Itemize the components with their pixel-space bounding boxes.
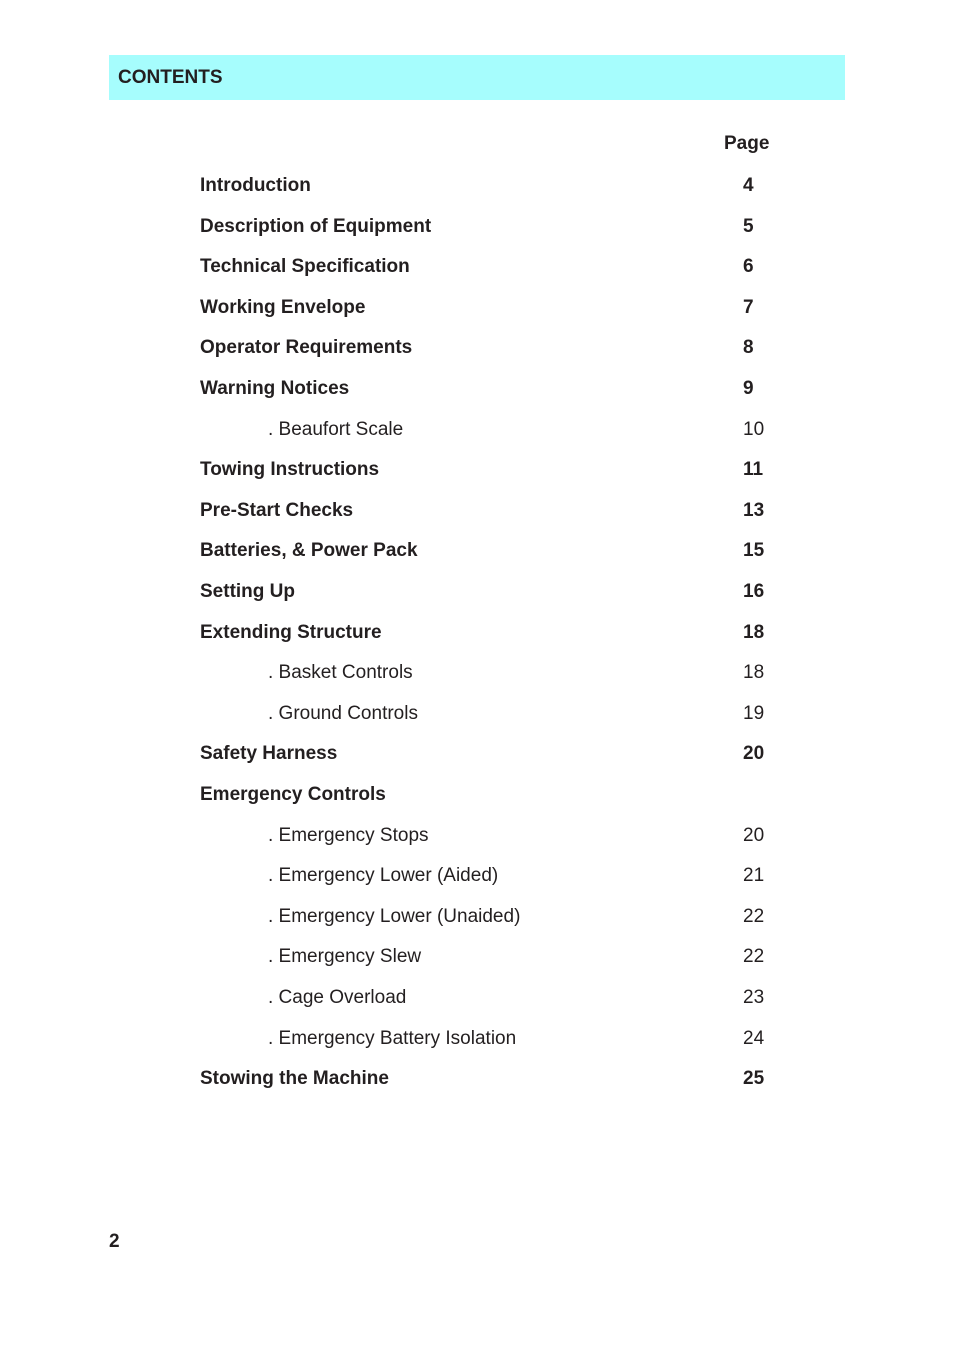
toc-entry[interactable] xyxy=(0,1067,954,1091)
toc-entry-title: Pre-Start Checks xyxy=(200,500,354,521)
toc-entry[interactable] xyxy=(0,296,954,320)
toc-entry-title: Description of Equipment xyxy=(200,216,432,237)
toc-entry-page: 16 xyxy=(743,581,765,602)
toc-entry[interactable] xyxy=(0,255,954,279)
toc-entry-page: 5 xyxy=(743,216,754,237)
toc-entry-title: Towing Instructions xyxy=(200,459,380,480)
page-column-label: Page xyxy=(724,133,770,154)
toc-entry-title: Operator Requirements xyxy=(200,337,413,358)
toc-entry-title: . Emergency Slew xyxy=(268,946,422,967)
toc-entry-title: Warning Notices xyxy=(200,378,350,399)
toc-entry-page: 18 xyxy=(743,622,765,643)
toc-entry[interactable] xyxy=(0,580,954,604)
toc-entry-page: 11 xyxy=(743,459,764,480)
toc-entry-page: 22 xyxy=(743,906,765,927)
toc-entry-title: Batteries, & Power Pack xyxy=(200,540,418,561)
toc-entry-title: Setting Up xyxy=(200,581,295,602)
footer-page-number: 2 xyxy=(109,1231,120,1252)
toc-entry[interactable] xyxy=(0,539,954,563)
toc-entry[interactable] xyxy=(0,377,954,401)
toc-subentry[interactable] xyxy=(0,824,954,848)
toc-subentry[interactable] xyxy=(0,702,954,726)
toc-entry-page: 10 xyxy=(743,419,765,440)
toc-subentry[interactable] xyxy=(0,864,954,888)
toc-entry-page: 6 xyxy=(743,256,754,277)
toc-entry-page: 24 xyxy=(743,1028,765,1049)
toc-entry-title: . Cage Overload xyxy=(268,987,407,1008)
toc-entry[interactable] xyxy=(0,215,954,239)
toc-entry-page: 4 xyxy=(743,175,754,196)
toc-entry-title: . Ground Controls xyxy=(268,703,418,724)
toc-subentry[interactable] xyxy=(0,418,954,442)
toc-subentry[interactable] xyxy=(0,661,954,685)
toc-entry[interactable] xyxy=(0,336,954,360)
toc-entry-title: Technical Specification xyxy=(200,256,410,277)
toc-entry[interactable] xyxy=(0,621,954,645)
toc-entry[interactable] xyxy=(0,174,954,198)
toc-entry-title: Emergency Controls xyxy=(200,784,386,805)
toc-entry-title: Working Envelope xyxy=(200,297,366,318)
toc-entry-title: . Emergency Stops xyxy=(268,825,429,846)
toc-entry-title: . Beaufort Scale xyxy=(268,419,404,440)
toc-entry-page: 8 xyxy=(743,337,754,358)
toc-subentry[interactable] xyxy=(0,986,954,1010)
toc-entry-page: 22 xyxy=(743,946,765,967)
toc-entry-page: 23 xyxy=(743,987,765,1008)
toc-entry[interactable] xyxy=(0,458,954,482)
toc-entry-page: 20 xyxy=(743,743,765,764)
toc-entry-title: Extending Structure xyxy=(200,622,382,643)
toc-entry-page: 9 xyxy=(743,378,754,399)
toc-entry-page: 13 xyxy=(743,500,765,521)
toc-entry-page: 18 xyxy=(743,662,765,683)
toc-entry-page: 19 xyxy=(743,703,765,724)
contents-heading: CONTENTS xyxy=(118,67,223,88)
toc-entry-page: 25 xyxy=(743,1068,765,1089)
toc-subentry[interactable] xyxy=(0,1027,954,1051)
toc-entry-title: Introduction xyxy=(200,175,311,196)
toc-entry-title: . Emergency Lower (Unaided) xyxy=(268,906,521,927)
toc-entry-title: Stowing the Machine xyxy=(200,1068,389,1089)
toc-entry-page: 21 xyxy=(743,865,765,886)
toc-subentry[interactable] xyxy=(0,945,954,969)
toc-subentry[interactable] xyxy=(0,905,954,929)
toc-entry-title: . Emergency Lower (Aided) xyxy=(268,865,499,886)
toc-entry-title: Safety Harness xyxy=(200,743,338,764)
toc-entry[interactable] xyxy=(0,783,954,807)
toc-entry-page: 15 xyxy=(743,540,765,561)
toc-entry[interactable] xyxy=(0,499,954,523)
toc-entry[interactable] xyxy=(0,742,954,766)
toc-entry-page: 7 xyxy=(743,297,754,318)
toc-entry-title: . Emergency Battery Isolation xyxy=(268,1028,517,1049)
toc-entry-page: 20 xyxy=(743,825,765,846)
toc-entry-title: . Basket Controls xyxy=(268,662,413,683)
